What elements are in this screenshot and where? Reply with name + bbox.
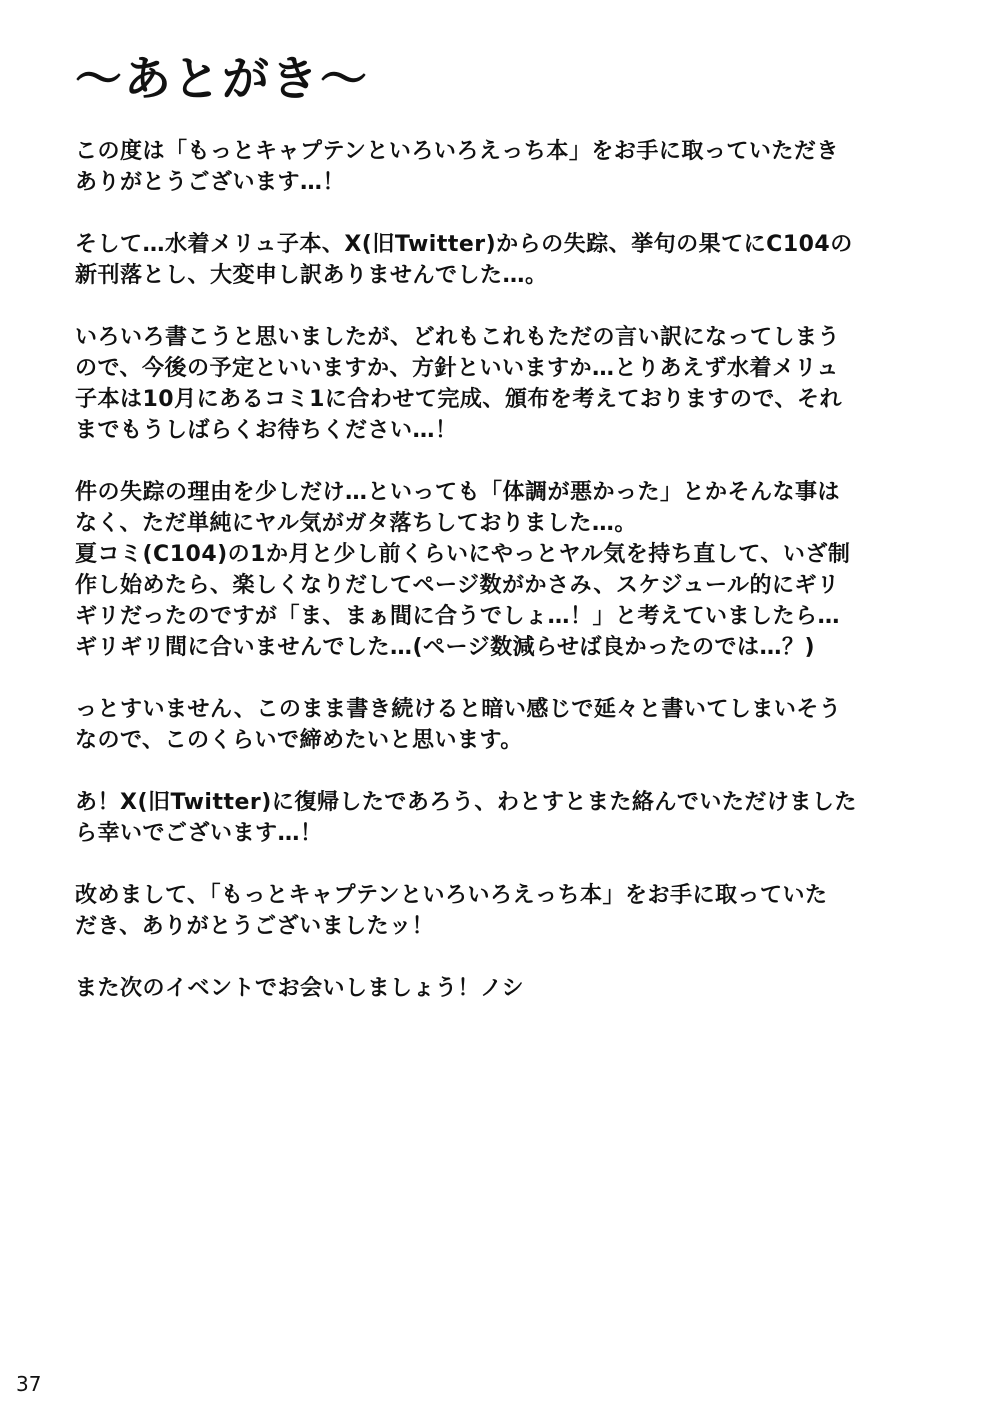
text-line: なので、このくらいで締めたいと思います。 xyxy=(75,728,523,753)
text-line: だき、ありがとうございましたッ！ xyxy=(75,914,435,939)
text-line: ありがとうございます…！ xyxy=(75,170,346,195)
text-line: 作し始めたら、楽しくなりだしてページ数がかさみ、スケジュール的にギリ xyxy=(75,573,840,598)
afterword-title: ～あとがき～ xyxy=(75,52,369,107)
paragraph-1 xyxy=(75,136,955,198)
text-line: 改めまして、「もっとキャプテンといろいろえっち本」をお手に取っていた xyxy=(75,883,828,908)
page-number: 37 xyxy=(16,1372,42,1396)
paragraph-7 xyxy=(75,880,955,942)
text-line: までもうしばらくお待ちください…！ xyxy=(75,418,458,443)
paragraph-5 xyxy=(75,694,955,756)
text-line: 件の失踪の理由を少しだけ…といっても「体調が悪かった」とかそんな事は xyxy=(75,480,841,505)
paragraph-3 xyxy=(75,322,955,446)
paragraph-2 xyxy=(75,229,955,291)
text-line: あ！X(旧Twitter)に復帰したであろう、わとすとまた絡んでいただけました xyxy=(75,790,857,815)
text-line: ら幸いでございます…！ xyxy=(75,821,323,846)
text-line: 子本は10月にあるコミ1に合わせて完成、頒布を考えておりますので、それ xyxy=(75,387,842,412)
text-line: 夏コミ(C104)の1か月と少し前くらいにやっとヤル気を持ち直して、いざ制 xyxy=(75,542,851,567)
text-line: そして…水着メリュ子本、X(旧Twitter)からの失踪、挙句の果てにC104の xyxy=(75,232,853,257)
text-line: っとすいません、このまま書き続けると暗い感じで延々と書いてしまいそう xyxy=(75,697,842,722)
text-line: ギリだったのですが「ま、まぁ間に合うでしょ…！」と考えていましたら… xyxy=(75,604,841,629)
paragraph-6 xyxy=(75,787,955,849)
paragraph-8 xyxy=(75,973,955,1004)
text-line: いろいろ書こうと思いましたが、どれもこれもただの言い訳になってしまう xyxy=(75,325,841,350)
text-line: なく、ただ単純にヤル気がガタ落ちしておりました…。 xyxy=(75,511,637,536)
text-line: また次のイベントでお会いしましょう！ノシ xyxy=(75,976,525,1001)
text-line: この度は「もっとキャプテンといろいろえっち本」をお手に取っていただき xyxy=(75,139,839,164)
afterword-body xyxy=(75,136,955,1035)
text-line: ので、今後の予定といいますか、方針といいますか…とりあえず水着メリュ xyxy=(75,356,839,381)
text-line: ギリギリ間に合いませんでした…(ページ数減らせば良かったのでは…？) xyxy=(75,635,816,660)
text-line: 新刊落とし、大変申し訳ありませんでした…。 xyxy=(75,263,548,288)
paragraph-4 xyxy=(75,477,955,663)
